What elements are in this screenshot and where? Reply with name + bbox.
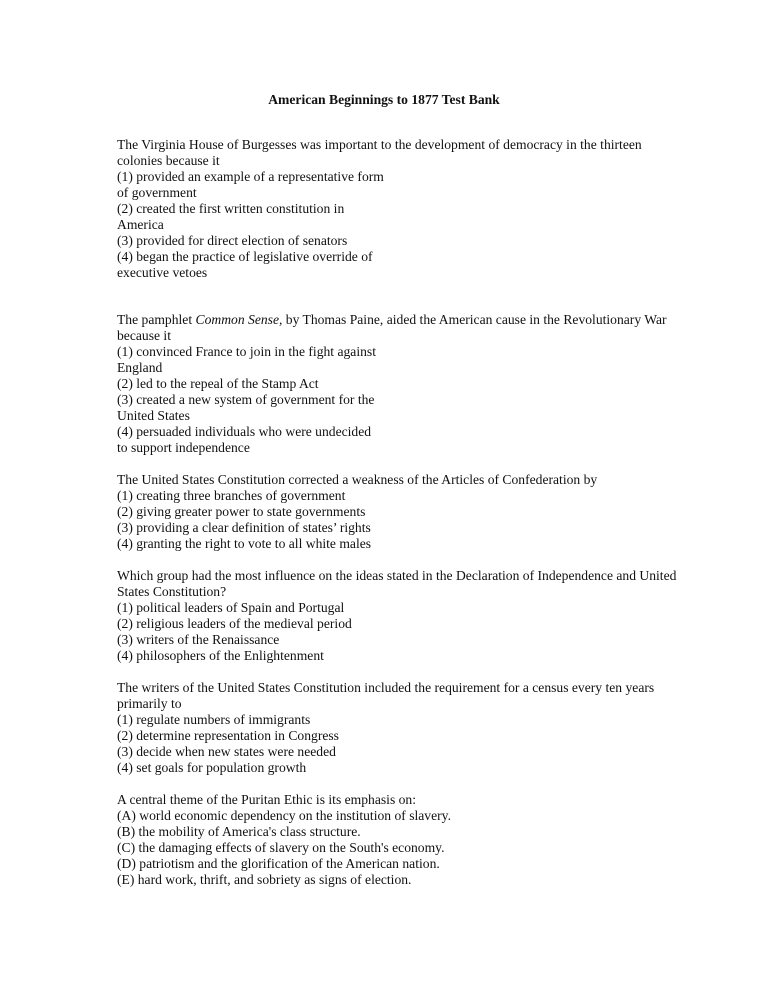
question-line: The Virginia House of Burgesses was important to the development of democracy in the thirteen — [117, 137, 642, 152]
question-line: (1) political leaders of Spain and Portugal — [117, 600, 345, 615]
document-title: American Beginnings to 1877 Test Bank — [268, 92, 500, 107]
question-line: (1) provided an example of a representative form — [117, 169, 384, 184]
question-2 — [117, 312, 677, 456]
question-line: (2) giving greater power to state governments — [117, 504, 366, 519]
question-line: (3) created a new system of government for the — [117, 392, 375, 407]
question-line: (4) granting the right to vote to all white males — [117, 536, 372, 551]
question-5 — [117, 680, 677, 776]
book-title: Common Sense, — [195, 312, 283, 327]
question-line: (C) the damaging effects of slavery on the South's economy. — [117, 840, 445, 855]
question-line: of government — [117, 185, 197, 200]
question-line: (3) writers of the Renaissance — [117, 632, 280, 647]
question-line: (A) world economic dependency on the institution of slavery. — [117, 808, 451, 823]
question-4 — [117, 568, 677, 664]
question-line: (3) decide when new states were needed — [117, 744, 336, 759]
question-line: (1) regulate numbers of immigrants — [117, 712, 311, 727]
question-line: colonies because it — [117, 153, 220, 168]
question-line: (2) determine representation in Congress — [117, 728, 339, 743]
question-stem: The pamphlet Common Sense, by Thomas Paine, aided the American cause in the Revolutionary War — [117, 312, 667, 327]
question-line: (1) creating three branches of government — [117, 488, 346, 503]
question-line: A central theme of the Puritan Ethic is its emphasis on: — [117, 792, 417, 807]
question-line: to support independence — [117, 440, 250, 455]
question-1 — [117, 137, 677, 281]
question-line: (3) provided for direct election of senators — [117, 233, 348, 248]
question-line: Which group had the most influence on the ideas stated in the Declaration of Independence and United — [117, 568, 677, 583]
question-line: (D) patriotism and the glorification of the American nation. — [117, 856, 440, 871]
question-line: primarily to — [117, 696, 182, 711]
question-line: America — [117, 217, 164, 232]
question-line: (B) the mobility of America's class structure. — [117, 824, 361, 839]
question-line: (3) providing a clear definition of states’ rights — [117, 520, 371, 535]
question-line: (4) philosophers of the Enlightenment — [117, 648, 324, 663]
question-line: (4) began the practice of legislative override of — [117, 249, 373, 264]
question-line: (E) hard work, thrift, and sobriety as signs of election. — [117, 872, 412, 887]
question-line: executive vetoes — [117, 265, 208, 280]
question-line: (4) set goals for population growth — [117, 760, 307, 775]
question-6 — [117, 792, 677, 888]
question-line: (2) religious leaders of the medieval period — [117, 616, 352, 631]
question-line: because it — [117, 328, 171, 343]
question-line: The United States Constitution corrected a weakness of the Articles of Confederation by — [117, 472, 598, 487]
question-line: (4) persuaded individuals who were undecided — [117, 424, 372, 439]
question-line: The writers of the United States Constitution included the requirement for a census every ten years — [117, 680, 655, 695]
question-line: England — [117, 360, 163, 375]
question-line: (2) led to the repeal of the Stamp Act — [117, 376, 319, 391]
question-line: (2) created the first written constitution in — [117, 201, 345, 216]
question-line: States Constitution? — [117, 584, 227, 599]
question-line: (1) convinced France to join in the fight against — [117, 344, 376, 359]
question-line: United States — [117, 408, 190, 423]
question-3 — [117, 472, 677, 552]
